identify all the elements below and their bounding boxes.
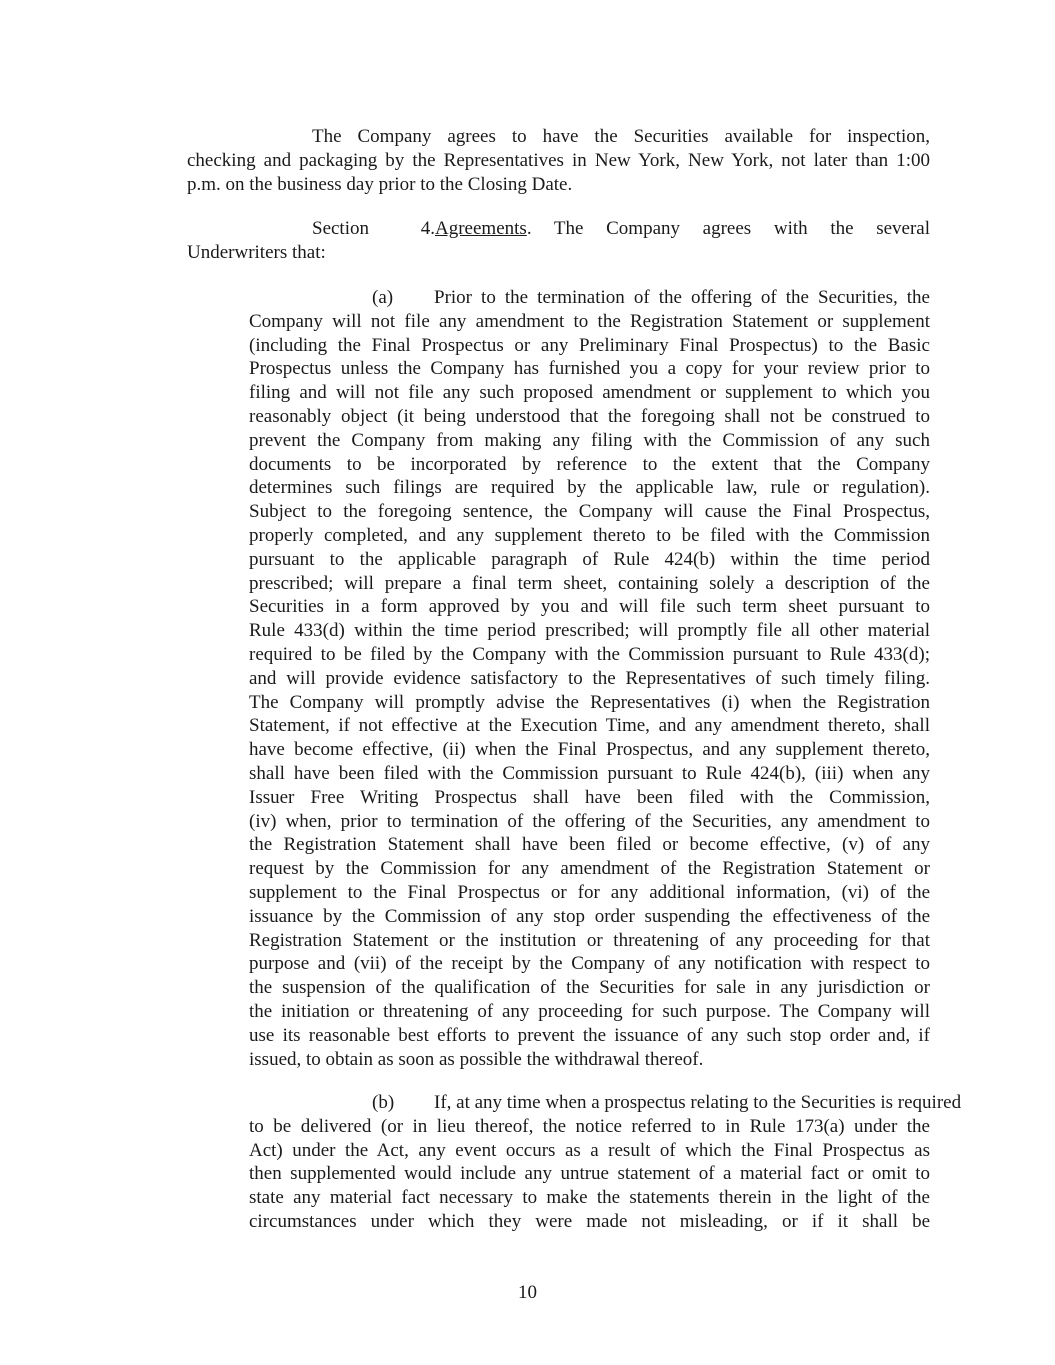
text-line: Subject to the foregoing sentence, the Company will cause the Final Prospectus,	[249, 501, 930, 523]
text-line: the suspension of the qualification of the Securities for sale in any jurisdiction or	[249, 977, 930, 999]
section-heading-period: .	[526, 218, 532, 239]
text-line: use its reasonable best efforts to prevent the issuance of any such stop order and, if	[249, 1024, 930, 1046]
text-line: Registration Statement or the institution or threatening of any proceeding for that	[249, 929, 930, 951]
text-line: Prospectus unless the Company has furnished you a copy for your review prior to	[249, 358, 930, 380]
text-line: issuance by the Commission of any stop order suspending the effectiveness of the	[249, 905, 930, 927]
subparagraph-label: (b)	[372, 1092, 395, 1113]
page-number: 10	[518, 1282, 537, 1303]
section-heading: Agreements	[435, 218, 527, 239]
text-line: Issuer Free Writing Prospectus shall have been filed with the Commission,	[249, 786, 930, 808]
subparagraph-label: (a)	[372, 287, 394, 308]
section-intro-text: The Company agrees with the several	[553, 218, 930, 239]
text-line: documents to be incorporated by reference to the extent that the Company	[249, 453, 930, 475]
text-line: to be delivered (or in lieu thereof, the notice referred to in Rule 173(a) under the	[249, 1115, 930, 1137]
text-line: the Registration Statement shall have been filed or become effective, (v) of any	[249, 834, 930, 856]
text-line: prescribed; will prepare a final term sheet, containing solely a description of the	[249, 572, 930, 594]
text-line: p.m. on the business day prior to the Closing Date.	[187, 173, 573, 195]
text-line: The Company will promptly advise the Representatives (i) when the Registration	[249, 691, 930, 713]
text-line: Underwriters that:	[187, 241, 326, 263]
section-4-paragraph	[187, 217, 930, 265]
paragraph-securities-inspection	[187, 125, 930, 196]
text-line: filing and will not file any such proposed amendment or supplement to which you	[249, 382, 930, 404]
text-line: reasonably object (it being understood that the foregoing shall not be construed to	[249, 405, 930, 427]
text-line: Statement, if not effective at the Execution Time, and any amendment thereto, shall	[249, 715, 930, 737]
text-line: request by the Commission for any amendment of the Registration Statement or	[249, 858, 930, 880]
text-run: If, at any time when a prospectus relating to the Securities is required	[434, 1092, 962, 1113]
subparagraph-a-first-line	[249, 286, 930, 310]
text-line: Act) under the Act, any event occurs as a result of which the Final Prospectus as	[249, 1139, 930, 1161]
text-line: (iv) when, prior to termination of the offering of the Securities, any amendment to	[249, 810, 930, 832]
text-line: shall have been filed with the Commission pursuant to Rule 424(b), (iii) when any	[249, 762, 930, 784]
text-line: determines such filings are required by the applicable law, rule or regulation).	[249, 477, 930, 499]
text-line: prevent the Company from making any filing with the Commission of any such	[249, 429, 930, 451]
section-number: Section 4.	[312, 218, 435, 239]
text-line: checking and packaging by the Representatives in New York, New York, not later than 1:00	[187, 149, 930, 171]
text-line: the initiation or threatening of any proceeding for such purpose. The Company will	[249, 1000, 930, 1022]
text-line: Rule 433(d) within the time period prescribed; will promptly file all other material	[249, 620, 930, 642]
text-line: then supplemented would include any untrue statement of a material fact or omit to	[249, 1163, 930, 1185]
subparagraph-b	[249, 1091, 962, 1234]
subparagraph-a	[249, 286, 930, 1071]
section-4-first-line	[187, 217, 930, 241]
text-line: (including the Final Prospectus or any Preliminary Final Prospectus) to the Basic	[249, 334, 930, 356]
text-line: circumstances under which they were made not misleading, or if it shall be	[249, 1210, 930, 1232]
subparagraph-b-first-line	[249, 1091, 962, 1115]
text-line: The Company agrees to have the Securities available for inspection,	[312, 126, 930, 147]
text-line: have become effective, (ii) when the Final Prospectus, and any supplement thereto,	[249, 739, 930, 761]
text-line: supplement to the Final Prospectus or for any additional information, (vi) of the	[249, 881, 930, 903]
text-line: Company will not file any amendment to the Registration Statement or supplement	[249, 310, 930, 332]
text-line: state any material fact necessary to make the statements therein in the light of the	[249, 1187, 930, 1209]
text-line: issued, to obtain as soon as possible the withdrawal thereof.	[249, 1048, 704, 1070]
text-line: and will provide evidence satisfactory to the Representatives of such timely filing.	[249, 667, 930, 689]
text-line: Securities in a form approved by you and will file such term sheet pursuant to	[249, 596, 930, 618]
text-line: properly completed, and any supplement thereto to be filed with the Commission	[249, 524, 930, 546]
text-line: pursuant to the applicable paragraph of Rule 424(b) within the time period	[249, 548, 930, 570]
text-line: required to be filed by the Company with the Commission pursuant to Rule 433(d);	[249, 643, 930, 665]
text-line: purpose and (vii) of the receipt by the Company of any notification with respect to	[249, 953, 930, 975]
text-run: Prior to the termination of the offering of the Securities, the	[434, 287, 930, 308]
